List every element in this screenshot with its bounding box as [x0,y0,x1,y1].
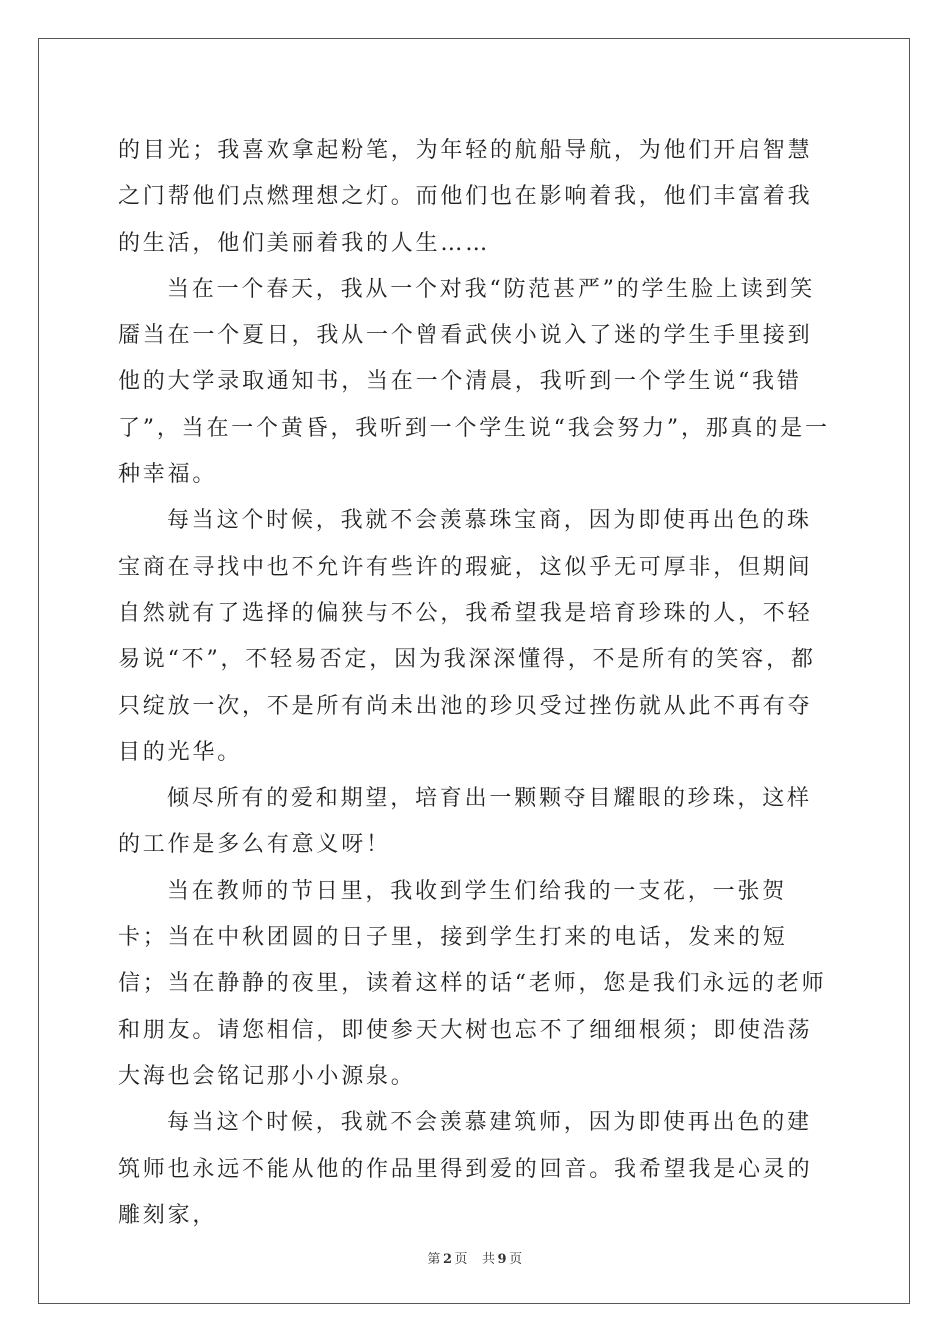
page-prefix: 第 [427,1252,441,1267]
paragraph-4: 倾尽所有的爱和期望，培育出一颗颗夺目耀眼的珍珠，这样的工作是多么有意义呀！ [118,786,812,858]
paragraph-2: 当在一个春天，我从一个对我“防范甚严”的学生脸上读到笑靥当在一个夏日，我从一个曾看武侠小说入了迷的学生手里接到他的大学录取通知书，当在一个清晨，我听到一个学生说“我错了”，当在一个黄昏，我听到一个学生说“我会努力”，那真的是一种幸福。 [118,276,830,488]
paragraph-6: 每当这个时候，我就不会羡慕建筑师，因为即使再出色的建筑师也永远不能从他的作品里得到爱的回音。我希望我是心灵的雕刻家， [118,1110,813,1228]
paragraph-3: 每当这个时候，我就不会羡慕珠宝商，因为即使再出色的珠宝商在寻找中也不允许有些许的瑕疵，这似乎无可厚非，但期间自然就有了选择的偏狭与不公，我希望我是培育珍珠的人，不轻易说“不”，不轻易否定，因为我深深懂得，不是所有的笑容，都只绽放一次，不是所有尚未出池的珍贝受过挫伤就从此不再有夺目的光华。 [118,508,816,765]
current-page-number: 2 [442,1252,453,1267]
page-footer [0,1248,950,1267]
total-unit: 页 [509,1252,523,1267]
paragraph-5: 当在教师的节日里，我收到学生们给我的一支花，一张贺卡；当在中秋团圆的日子里，接到学生打来的电话，发来的短信；当在静静的夜里，读着这样的话“老师，您是我们永远的老师和朋友。请您相信，即使参天大树也忘不了细细根须；即使浩荡大海也会铭记那小小源泉。 [118,878,827,1089]
document-body [118,128,832,1239]
total-page-number: 9 [497,1252,508,1267]
page-unit: 页 [454,1252,468,1267]
paragraph-1: 的目光；我喜欢拿起粉笔，为年轻的航船导航，为他们开启智慧之门帮他们点燃理想之灯。而他们也在影响着我，他们丰富着我的生活，他们美丽着我的人生…… [118,138,813,256]
total-prefix: 共 [482,1252,496,1267]
